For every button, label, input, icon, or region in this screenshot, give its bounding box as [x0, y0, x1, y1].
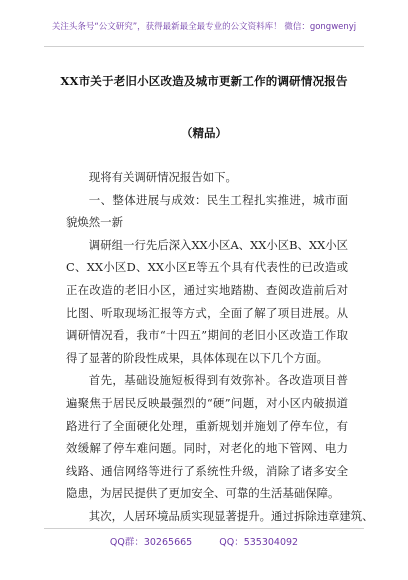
promo-header: 关注头条号“公文研究”，获得最新最全最专业的公文资料库！ 微信：gongwenyj	[51, 22, 357, 32]
paragraph: 首先，基础设施短板得到有效弥补。各改造项目普遍聚焦于居民反映最强烈的“硬”问题，对小区内破损道路进行了全面硬化处理，重新规划并施划了停车位，有效缓解了停车难问题。同时，对老化的地下管网、电力线路、通信网络等进行了系统性升级，消除了诸多安全隐患，为居民提供了更加安全、可靠的生活基础保障。	[66, 373, 348, 501]
document-body	[66, 166, 374, 528]
contact-footer	[0, 534, 408, 548]
qq-group: QQ群：30265665	[109, 537, 193, 548]
document-title: XX市关于老旧小区改造及城市更新工作的调研情况报告	[60, 74, 348, 88]
paragraph: 现将有关调研情况报告如下。	[88, 170, 237, 184]
document-subtitle: （精品）	[181, 126, 227, 140]
section-heading: 一、整体进展与成效：民生工程扎实推进，城市面貌焕然一新	[66, 192, 348, 230]
footer-divider	[44, 528, 364, 529]
paragraph: 调研组一行先后深入XX小区A、XX小区B、XX小区C、XX小区D、XX小区E等五个具有代表性的已改造或正在改造的老旧小区，通过实地踏勘、查阅改造前后对比图、听取现场汇报等方式，全面了解了项目进展。从调研情况看，我市“十四五”期间的老旧小区改造工作取得了显著的阶段性成果，具体体现在以下几个方面。	[66, 237, 348, 365]
header-divider	[44, 46, 364, 47]
qq-number: QQ：535304092	[219, 537, 299, 548]
paragraph: 其次，人居环境品质实现显著提升。通过拆除违章建筑、	[88, 508, 374, 523]
